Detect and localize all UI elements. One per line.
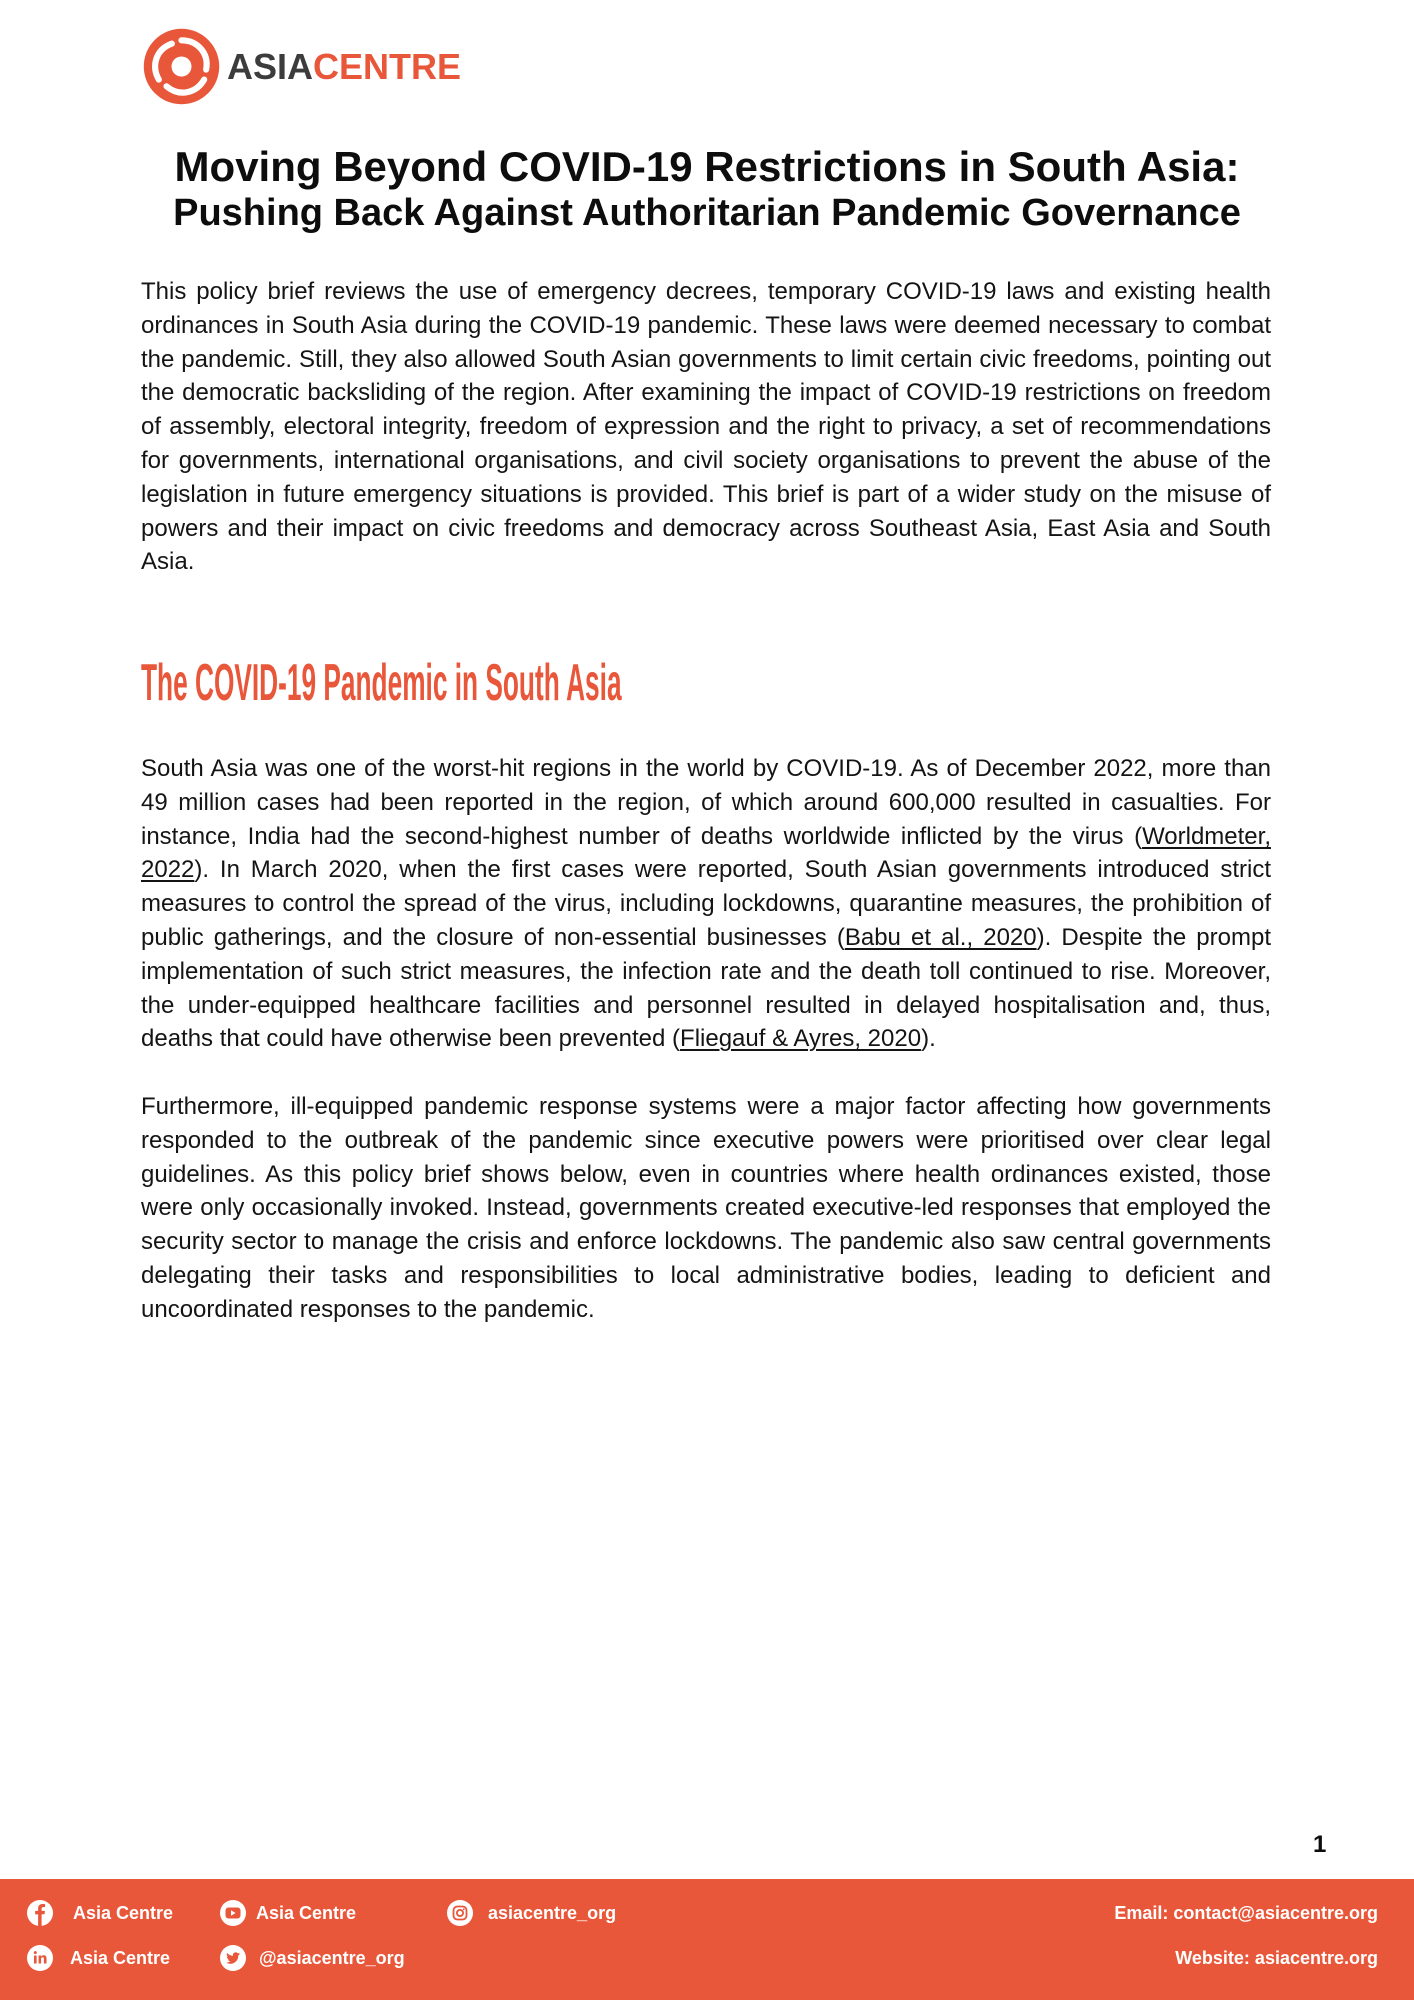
section-paragraph-1 (141, 752, 1271, 1056)
document-title (0, 143, 1414, 235)
page-number: 1 (1313, 1831, 1327, 1858)
citation-link-babu[interactable]: Babu et al., 2020 (844, 923, 1037, 951)
footer-twitter-label: @asiacentre_org (259, 1947, 405, 1968)
instagram-icon (446, 1899, 474, 1927)
logo-wordmark (227, 45, 462, 87)
youtube-icon (219, 1899, 247, 1927)
footer-youtube-label: Asia Centre (256, 1902, 357, 1923)
facebook-icon (26, 1899, 54, 1927)
footer-linkedin-link[interactable] (26, 1943, 170, 1973)
footer-linkedin-label: Asia Centre (70, 1947, 171, 1968)
footer-youtube-link[interactable] (219, 1898, 356, 1928)
document-title-line1: Moving Beyond COVID-19 Restrictions in South Asia: (174, 143, 1240, 190)
footer-bar (0, 1879, 1414, 2000)
paragraph-text: South Asia was one of the worst-hit regions in the world by COVID-19. As of December 2022, more than 49 million cases had been reported in the region, of which around 600,000 resulted in casualties. For instance, India had the second-highest number of deaths worldwide inflicted by the virus ( (141, 755, 1271, 850)
footer-email-text: Email: contact@asiacentre.org (1114, 1902, 1378, 1923)
asia-centre-logo (143, 28, 461, 105)
footer-instagram-label: asiacentre_org (488, 1902, 617, 1923)
footer-facebook-link[interactable] (26, 1898, 173, 1928)
footer-website-link[interactable] (1175, 1943, 1378, 1973)
footer-facebook-label: Asia Centre (73, 1902, 174, 1923)
linkedin-icon (26, 1944, 54, 1972)
twitter-icon (219, 1944, 247, 1972)
footer-email-link[interactable] (1114, 1898, 1378, 1928)
footer-twitter-link[interactable] (219, 1943, 405, 1973)
logo-wordmark-asia: ASIA (227, 45, 314, 87)
document-title-line2: Pushing Back Against Authoritarian Pandemic Governance (173, 192, 1241, 234)
paragraph-text: ). In March 2020, when the first cases were reported, South Asian governments introduced strict measures to control the spread of the virus, including lockdowns, quarantine measures, the prohibition of public gatherings, and the closure of non-essential businesses ( (141, 856, 1271, 951)
swirl-logo-icon (143, 28, 220, 105)
citation-link-worldmeter[interactable]: Worldmeter, 2022 (141, 822, 1271, 884)
section-body (141, 752, 1271, 1327)
intro-paragraph: This policy brief reviews the use of emergency decrees, temporary COVID-19 laws and existing health ordinances in South Asia during the COVID-19 pandemic. These laws were deemed necessary to combat the pandemic. Still, they also allowed South Asian governments to limit certain civic freedoms, pointing out the democratic backsliding of the region. After examining the impact of COVID-19 restrictions on freedom of assembly, electoral integrity, freedom of expression and the right to privacy, a set of recommendations for governments, international organisations, and civil society organisations to prevent the abuse of the legislation in future emergency situations is provided. This brief is part of a wider study on the misuse of powers and their impact on civic freedoms and democracy across Southeast Asia, East Asia and South Asia. (141, 278, 1271, 576)
section-paragraph-2: Furthermore, ill-equipped pandemic response systems were a major factor affecting how governments responded to the outbreak of the pandemic since executive powers were prioritised over clear legal guidelines. As this policy brief shows below, even in countries where health ordinances existed, those were only occasionally invoked. Instead, governments created executive-led responses that employed the security sector to manage the crisis and enforce lockdowns. The pandemic also saw central governments delegating their tasks and responsibilities to local administrative bodies, leading to deficient and uncoordinated responses to the pandemic. (141, 1092, 1271, 1323)
footer-instagram-link[interactable] (446, 1898, 616, 1928)
logo-wordmark-centre: CENTRE (313, 45, 462, 87)
citation-link-fliegauf[interactable]: Fliegauf & Ayres, 2020 (680, 1025, 922, 1053)
paragraph-text: ). (921, 1025, 936, 1053)
paragraph-text: ). Despite the prompt implementation of such strict measures, the infection rate and the death toll continued to rise. Moreover, the under-equipped healthcare facilities and personnel resulted in delayed hospitalisation and, thus, deaths that could have otherwise been prevented ( (141, 923, 1271, 1053)
section-heading: The COVID-19 Pandemic in South Asia (141, 654, 622, 712)
footer-website-text: Website: asiacentre.org (1175, 1947, 1378, 1968)
